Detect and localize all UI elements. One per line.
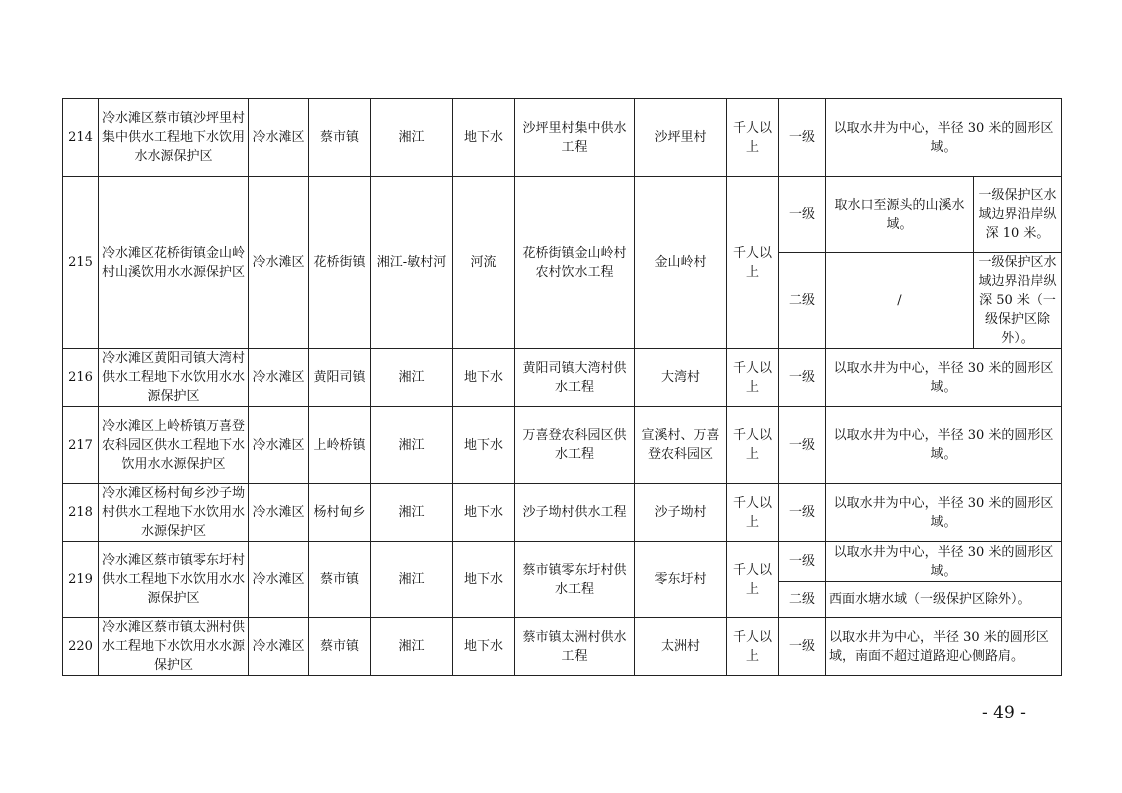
land-scope-cell: 一级保护区水域边界沿岸纵深 10 米。 <box>974 177 1062 253</box>
village-cell: 零东圩村 <box>635 542 727 618</box>
level-cell: 一级 <box>779 618 826 676</box>
table-row <box>63 407 1062 484</box>
level-cell: 二级 <box>779 253 826 349</box>
water-scope-cell: / <box>826 253 974 349</box>
village-cell: 金山岭村 <box>635 177 727 349</box>
scope-cell: 以取水井为中心，半径 30 米的圆形区域。 <box>826 407 1062 484</box>
project-cell: 沙坪里村集中供水工程 <box>515 99 635 177</box>
town-cell: 黄阳司镇 <box>309 349 371 407</box>
scale-cell: 千人以上 <box>727 177 779 349</box>
zone-name: 冷水滩区花桥街镇金山岭村山溪饮用水水源保护区 <box>99 177 249 349</box>
town-cell: 上岭桥镇 <box>309 407 371 484</box>
water-type-cell: 地下水 <box>453 99 515 177</box>
water-type-cell: 地下水 <box>453 484 515 542</box>
project-cell: 沙子坳村供水工程 <box>515 484 635 542</box>
town-cell: 蔡市镇 <box>309 542 371 618</box>
level-cell: 一级 <box>779 349 826 407</box>
district-cell: 冷水滩区 <box>249 484 309 542</box>
scope-cell: 以取水井为中心，半径 30 米的圆形区域。 <box>826 542 1062 582</box>
zone-name: 冷水滩区上岭桥镇万喜登农科园区供水工程地下水饮用水水源保护区 <box>99 407 249 484</box>
district-cell: 冷水滩区 <box>249 99 309 177</box>
district-cell: 冷水滩区 <box>249 349 309 407</box>
village-cell: 沙子坳村 <box>635 484 727 542</box>
protection-zone-table <box>62 98 1062 676</box>
town-cell: 杨村甸乡 <box>309 484 371 542</box>
water-scope-cell: 取水口至源头的山溪水域。 <box>826 177 974 253</box>
village-cell: 沙坪里村 <box>635 99 727 177</box>
scope-cell: 以取水井为中心，半径 30 米的圆形区域。 <box>826 99 1062 177</box>
project-cell: 蔡市镇零东圩村供水工程 <box>515 542 635 618</box>
land-scope-cell: 一级保护区水域边界沿岸纵深 50 米（一级保护区除外）。 <box>974 253 1062 349</box>
scale-cell: 千人以上 <box>727 484 779 542</box>
scope-cell: 以取水井为中心，半径 30 米的圆形区域，南面不超过道路迎心侧路肩。 <box>826 618 1062 676</box>
district-cell: 冷水滩区 <box>249 618 309 676</box>
town-cell: 蔡市镇 <box>309 99 371 177</box>
scope-cell: 以取水井为中心，半径 30 米的圆形区域。 <box>826 484 1062 542</box>
village-cell: 宣溪村、万喜登农科园区 <box>635 407 727 484</box>
scale-cell: 千人以上 <box>727 542 779 618</box>
level-cell: 一级 <box>779 542 826 582</box>
table-row <box>63 349 1062 407</box>
water-type-cell: 地下水 <box>453 349 515 407</box>
village-cell: 太洲村 <box>635 618 727 676</box>
scale-cell: 千人以上 <box>727 99 779 177</box>
zone-name: 冷水滩区黄阳司镇大湾村供水工程地下水饮用水水源保护区 <box>99 349 249 407</box>
zone-name: 冷水滩区蔡市镇零东圩村供水工程地下水饮用水水源保护区 <box>99 542 249 618</box>
water-type-cell: 地下水 <box>453 407 515 484</box>
level-cell: 二级 <box>779 582 826 618</box>
water-type-cell: 地下水 <box>453 618 515 676</box>
basin-cell: 湘江 <box>371 618 453 676</box>
level-cell: 一级 <box>779 407 826 484</box>
scale-cell: 千人以上 <box>727 407 779 484</box>
basin-cell: 湘江 <box>371 349 453 407</box>
row-number: 216 <box>63 349 99 407</box>
village-cell: 大湾村 <box>635 349 727 407</box>
water-type-cell: 地下水 <box>453 542 515 618</box>
scale-cell: 千人以上 <box>727 618 779 676</box>
table-row <box>63 99 1062 177</box>
row-number: 218 <box>63 484 99 542</box>
row-number: 219 <box>63 542 99 618</box>
district-cell: 冷水滩区 <box>249 177 309 349</box>
district-cell: 冷水滩区 <box>249 407 309 484</box>
basin-cell: 湘江-敏村河 <box>371 177 453 349</box>
table-row <box>63 177 1062 253</box>
basin-cell: 湘江 <box>371 542 453 618</box>
table-row <box>63 484 1062 542</box>
table-row <box>63 542 1062 582</box>
basin-cell: 湘江 <box>371 407 453 484</box>
row-number: 214 <box>63 99 99 177</box>
level-cell: 一级 <box>779 99 826 177</box>
scope-cell: 以取水井为中心，半径 30 米的圆形区域。 <box>826 349 1062 407</box>
basin-cell: 湘江 <box>371 484 453 542</box>
project-cell: 花桥街镇金山岭村农村饮水工程 <box>515 177 635 349</box>
zone-name: 冷水滩区蔡市镇沙坪里村集中供水工程地下水饮用水水源保护区 <box>99 99 249 177</box>
row-number: 220 <box>63 618 99 676</box>
scale-cell: 千人以上 <box>727 349 779 407</box>
level-cell: 一级 <box>779 484 826 542</box>
table-row <box>63 618 1062 676</box>
zone-name: 冷水滩区杨村甸乡沙子坳村供水工程地下水饮用水水源保护区 <box>99 484 249 542</box>
page-number: - 49 - <box>982 703 1026 723</box>
town-cell: 花桥街镇 <box>309 177 371 349</box>
basin-cell: 湘江 <box>371 99 453 177</box>
zone-name: 冷水滩区蔡市镇太洲村供水工程地下水饮用水水源保护区 <box>99 618 249 676</box>
town-cell: 蔡市镇 <box>309 618 371 676</box>
level-cell: 一级 <box>779 177 826 253</box>
project-cell: 蔡市镇太洲村供水工程 <box>515 618 635 676</box>
row-number: 217 <box>63 407 99 484</box>
row-number: 215 <box>63 177 99 349</box>
district-cell: 冷水滩区 <box>249 542 309 618</box>
scope-cell: 西面水塘水域（一级保护区除外）。 <box>826 582 1062 618</box>
project-cell: 黄阳司镇大湾村供水工程 <box>515 349 635 407</box>
project-cell: 万喜登农科园区供水工程 <box>515 407 635 484</box>
water-type-cell: 河流 <box>453 177 515 349</box>
